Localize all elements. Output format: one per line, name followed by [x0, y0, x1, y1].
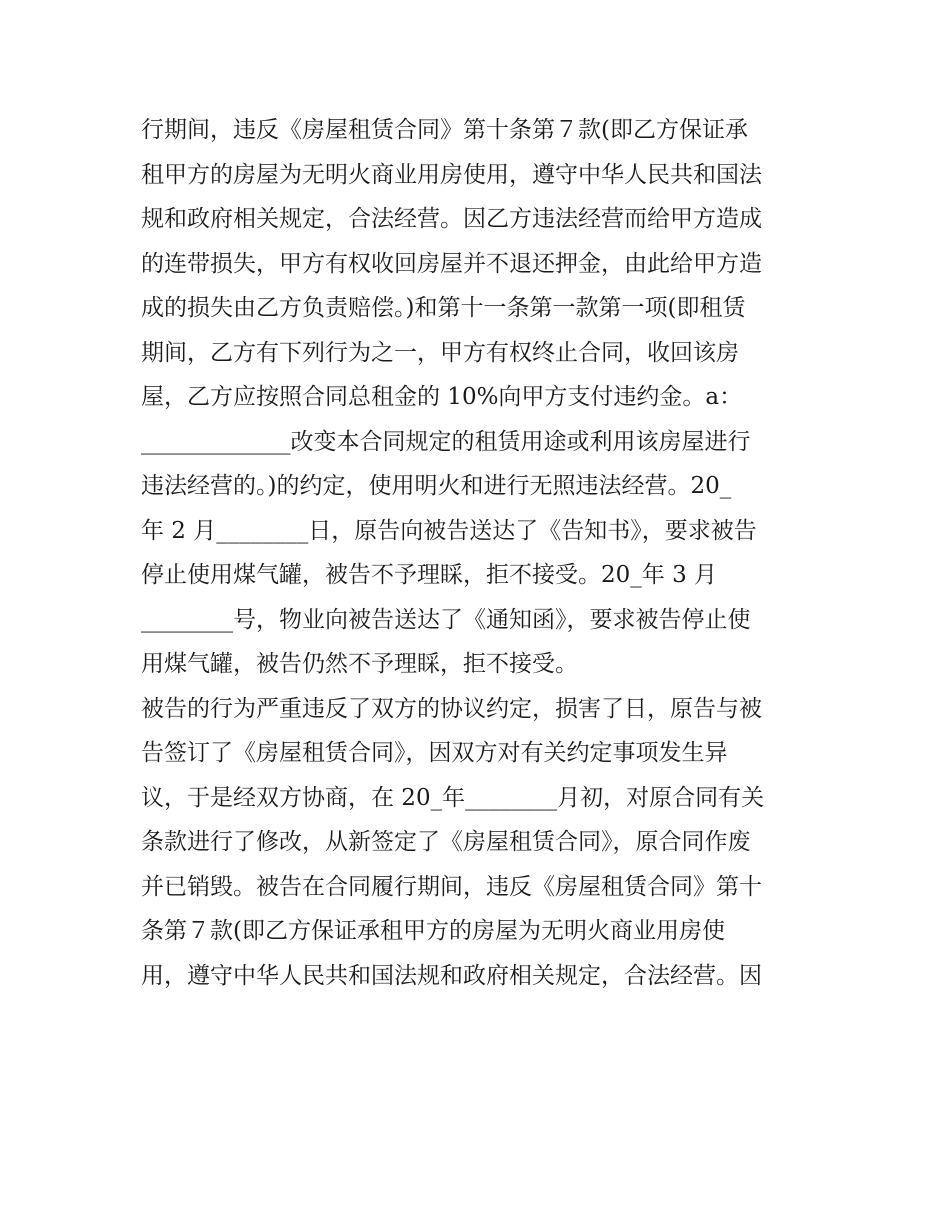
- text-line: 条款进行了修改，从新签定了《房屋租赁合同》，原合同作废: [141, 829, 751, 855]
- text-line: 期间，乙方有下列行为之一，甲方有权终止合同，收回该房: [141, 339, 739, 366]
- text-line: 的连带损失，甲方有权收回房屋并不退还押金，由此给甲方造: [141, 250, 762, 277]
- text-line: 租甲方的房屋为无明火商业用房使用，遵守中华人民共和国法: [141, 161, 762, 188]
- text-line: 停止使用煤气罐，被告不予理睬，拒不接受。20_年 3 月: [141, 562, 718, 588]
- text-line: 议，于是经双方协商，在 20_年________月初，对原合同有关: [141, 784, 765, 811]
- text-line: 被告的行为严重违反了双方的协议约定，损害了日，原告与被: [141, 695, 762, 722]
- text-line: 成的损失由乙方负责赔偿。)和第十一条第一款第一项(即租赁: [141, 295, 746, 321]
- text-line: 并已销毁。被告在合同履行期间，违反《房屋租赁合同》第十: [141, 873, 762, 900]
- document-body: [141, 108, 821, 998]
- text-line: 年 2 月________日，原告向被告送达了《告知书》，要求被告: [141, 517, 757, 544]
- text-line: ________号，物业向被告送达了《通知函》，要求被告停止使: [141, 606, 751, 633]
- text-line: _____________改变本合同规定的租赁用途或利用该房屋进行: [141, 428, 751, 455]
- text-line: 规和政府相关规定，合法经营。因乙方违法经营而给甲方造成: [141, 206, 762, 232]
- text-line: 违法经营的。)的约定，使用明火和进行无照违法经营。20_: [141, 473, 732, 499]
- text-line: 用煤气罐，被告仍然不予理睬，拒不接受。: [141, 651, 578, 677]
- text-line: 条第７款(即乙方保证承租甲方的房屋为无明火商业用房使: [141, 918, 725, 944]
- text-line: 告签订了《房屋租赁合同》，因双方对有关约定事项发生异: [141, 740, 728, 766]
- text-line: 屋，乙方应按照合同总租金的 10%向甲方支付违约金。a：: [141, 384, 743, 410]
- text-line: 行期间，违反《房屋租赁合同》第十条第７款(即乙方保证承: [141, 117, 748, 143]
- text-line: 用，遵守中华人民共和国法规和政府相关规定，合法经营。因: [141, 962, 762, 989]
